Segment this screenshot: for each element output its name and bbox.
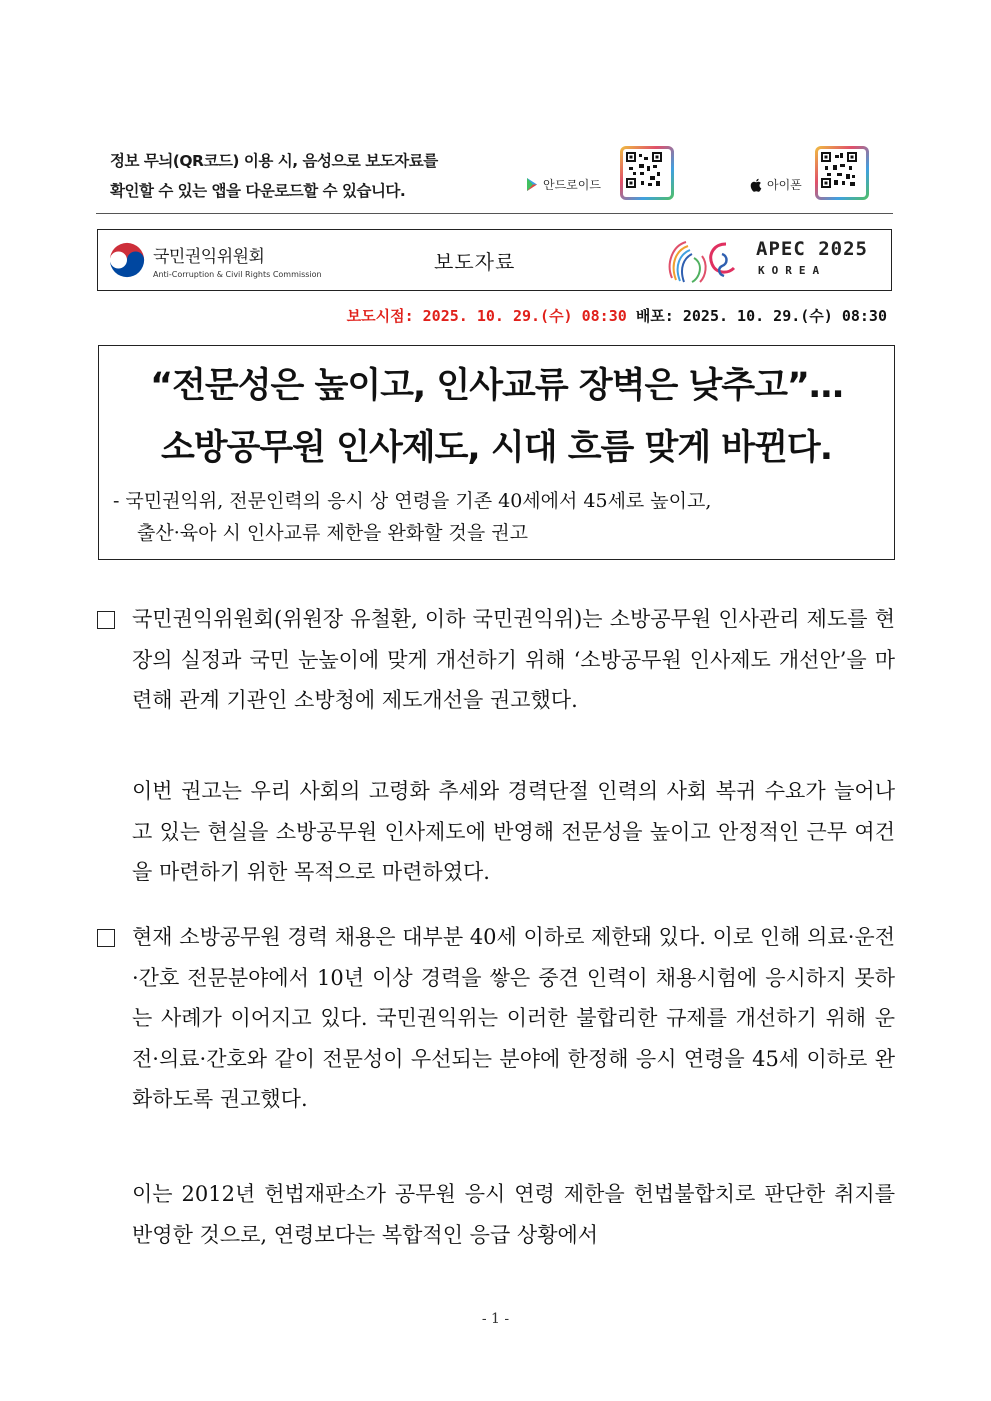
embargo-label: 보도시점: [346, 307, 414, 325]
subheadline-line2: 출산·육아 시 인사교류 제한을 완화할 것을 권고 [137, 522, 529, 544]
ios-qr-code[interactable] [815, 146, 869, 200]
page-number: - 1 - [481, 1311, 510, 1327]
apec-title: APEC 2025 [756, 238, 868, 260]
apple-icon [750, 178, 762, 192]
press-header [97, 229, 892, 291]
paragraph-text: 현재 소방공무원 경력 채용은 대부분 40세 이하로 제한돼 있다. 이로 인해 의료·운전·간호 전문분야에서 10년 이상 경력을 쌓은 중견 인력이 채용시험에 응시하지 못하는 사례가 이어지고 있다. 국민권익위는 이러한 불합리한 규제를 개선하기 위해 운전·의료·간호와 같이 전문성이 우선되는 분야에 한정해 응시 연령을 45세 이하로 완화하도록 권고했다. [132, 925, 895, 1111]
org-name-kr: 국민권익위원회 [153, 247, 265, 267]
qr-notice-line1: 정보 무늬(QR코드) 이용 시, 음성으로 보도자료를 [110, 152, 438, 170]
org-name-en: Anti-Corruption & Civil Rights Commission [153, 270, 322, 279]
headline-box [98, 345, 895, 560]
qr-notice [110, 146, 530, 206]
paragraph-text: 이번 권고는 우리 사회의 고령화 추세와 경력단절 인력의 사회 복귀 수요가 늘어나고 있는 현실을 소방공무원 인사제도에 반영해 전문성을 높이고 안정적인 근무 여건을 마련하기 위한 목적으로 마련하였다. [132, 779, 895, 884]
checkbox-bullet-icon [97, 929, 115, 947]
taegeuk-emblem-icon [108, 241, 146, 279]
android-qr-code[interactable] [620, 146, 674, 200]
play-store-icon [526, 178, 538, 191]
headline-line1: “전문성은 높이고, 인사교류 장벽은 낮추고”… [150, 366, 843, 406]
body-paragraph-2 [97, 771, 895, 893]
qr-code-icon [821, 152, 857, 188]
qr-code-icon [626, 152, 662, 188]
press-release-label: 보도자료 [434, 250, 516, 274]
subheadline [113, 485, 711, 549]
ios-label: 아이폰 [767, 178, 802, 192]
release-time [347, 305, 887, 326]
qr-notice-line2: 확인할 수 있는 앱을 다운로드할 수 있습니다. [110, 182, 406, 200]
checkbox-bullet-icon [97, 611, 115, 629]
embargo-time: 2025. 10. 29.(수) 08:30 [422, 307, 627, 325]
body-paragraph-3 [97, 917, 895, 1120]
subheadline-line1: - 국민권익위, 전문인력의 응시 상 연령을 기존 40세에서 45세로 높이고, [113, 490, 712, 512]
header-divider [96, 213, 893, 214]
distribution-time: 2025. 10. 29.(수) 08:30 [682, 307, 887, 325]
body-paragraph-1 [97, 599, 895, 721]
apec-logo-icon [664, 234, 744, 286]
android-store-link[interactable] [526, 176, 601, 193]
ios-store-link[interactable] [750, 176, 802, 193]
body-paragraph-4 [97, 1174, 895, 1255]
headline-line2: 소방공무원 인사제도, 시대 흐름 맞게 바뀐다. [160, 428, 833, 468]
android-label: 안드로이드 [543, 178, 601, 192]
distribution-label: 배포: [635, 307, 674, 325]
apec-subtitle: KOREA [758, 264, 827, 277]
paragraph-text: 이는 2012년 헌법재판소가 공무원 응시 연령 제한을 헌법불합치로 판단한 취지를 반영한 것으로, 연령보다는 복합적인 응급 상황에서 [132, 1182, 895, 1247]
paragraph-text: 국민권익위원회(위원장 유철환, 이하 국민권익위)는 소방공무원 인사관리 제도를 현장의 실정과 국민 눈높이에 맞게 개선하기 위해 ‘소방공무원 인사제도 개선안’을 마련해 관계 기관인 소방청에 제도개선을 권고했다. [132, 607, 895, 712]
